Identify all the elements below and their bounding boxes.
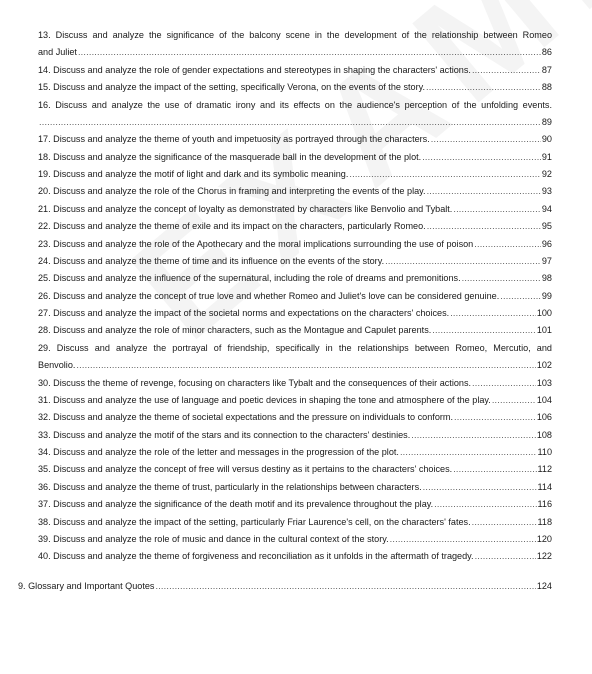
toc-entry-title: Benvolio. xyxy=(38,360,76,371)
toc-entry-title: 33. Discuss and analyze the motif of the stars and its connection to the characters' destinies. xyxy=(38,429,411,440)
toc-entry[interactable] xyxy=(38,30,552,58)
toc-page-number: 106 xyxy=(536,412,552,423)
toc-entry-title: 28. Discuss and analyze the role of minor characters, such as the Montague and Capulet parents. xyxy=(38,325,432,336)
toc-page-number: 92 xyxy=(541,169,552,179)
toc-page-number: 122 xyxy=(536,551,552,562)
toc-entry[interactable] xyxy=(38,343,552,371)
toc-entry-title: 30. Discuss the theme of revenge, focusing on characters like Tybalt and the consequences of their actions. xyxy=(38,377,472,388)
toc-page-number: 87 xyxy=(541,64,552,75)
toc-entry-title: 31. Discuss and analyze the use of language and poetic devices in shaping the tone and atmosphere of the play. xyxy=(38,394,491,405)
toc-page-number: 86 xyxy=(541,47,552,58)
toc-entry[interactable] xyxy=(38,291,552,302)
toc-entry[interactable] xyxy=(38,221,552,232)
toc-entry-title: 40. Discuss and analyze the theme of forgiveness and reconciliation as it unfolds in the aftermath of tragedy. xyxy=(38,551,474,562)
dot-leader xyxy=(500,291,541,302)
dot-leader xyxy=(39,117,541,128)
toc-entry-title: 39. Discuss and analyze the role of music and dance in the cultural context of the story. xyxy=(38,533,389,544)
toc-entry-title: 27. Discuss and analyze the impact of the societal norms and expectations on the characters' choices. xyxy=(38,308,450,318)
dot-leader xyxy=(426,82,541,93)
toc-entry[interactable] xyxy=(38,534,552,545)
toc-entry-title: 21. Discuss and analyze the concept of loyalty as demonstrated by characters like Benvolio and Tybalt. xyxy=(38,203,453,214)
dot-leader xyxy=(427,186,541,197)
toc-page-number: 90 xyxy=(541,134,552,145)
dot-leader xyxy=(474,239,541,250)
toc-page-number: 99 xyxy=(541,290,552,301)
toc-page-number: 95 xyxy=(541,221,552,232)
toc-entry[interactable] xyxy=(38,100,552,128)
dot-leader xyxy=(432,325,536,336)
toc-page-number: 101 xyxy=(536,325,552,336)
dot-leader xyxy=(390,534,536,545)
dot-leader xyxy=(472,65,541,76)
toc-entry[interactable] xyxy=(38,152,552,163)
toc-entry[interactable] xyxy=(38,186,552,197)
toc-page-number: 93 xyxy=(541,186,552,197)
toc-entry-title: 14. Discuss and analyze the role of gender expectations and stereotypes in shaping the characters' actions. xyxy=(38,64,471,75)
toc-page-number: 96 xyxy=(541,238,552,249)
toc-entry-title: 34. Discuss and analyze the role of the letter and messages in the progression of the plot. xyxy=(38,447,399,457)
toc-entry-title: 18. Discuss and analyze the significance of the masquerade ball in the development of the plot. xyxy=(38,151,422,162)
toc-page-number: 91 xyxy=(541,151,552,162)
dot-leader xyxy=(155,581,535,592)
dot-leader xyxy=(78,47,541,58)
toc-entry[interactable] xyxy=(38,169,552,180)
dot-leader xyxy=(411,430,536,441)
toc-chapter-title: 9. Glossary and Important Quotes xyxy=(18,581,155,591)
dot-leader xyxy=(431,134,541,145)
toc-entry-title: 19. Discuss and analyze the motif of light and dark and its symbolic meaning. xyxy=(38,169,349,179)
toc-entry-title: 22. Discuss and analyze the theme of exile and its impact on the characters, particularly Romeo. xyxy=(38,221,426,232)
toc-entry[interactable] xyxy=(38,308,552,319)
toc-page-number: 88 xyxy=(541,82,552,93)
toc-entry-title: 24. Discuss and analyze the theme of time and its influence on the events of the story. xyxy=(38,255,385,266)
toc-entry[interactable] xyxy=(38,65,552,76)
toc-entry-title: 32. Discuss and analyze the theme of societal expectations and the pressure on individuals to conform. xyxy=(38,412,454,423)
toc-page-number: 114 xyxy=(537,481,552,492)
toc-entry[interactable] xyxy=(38,204,552,215)
toc-entry-title-line1: 13. Discuss and analyze the significance of the balcony scene in the development of the relationship between Romeo xyxy=(38,30,552,40)
dot-leader xyxy=(400,447,537,458)
toc-entry[interactable] xyxy=(38,412,552,423)
toc-entry[interactable] xyxy=(38,239,552,250)
dot-leader xyxy=(462,273,541,284)
dot-leader xyxy=(349,169,541,180)
dot-leader xyxy=(385,256,541,267)
dot-leader xyxy=(492,395,536,406)
dot-leader xyxy=(453,204,541,215)
toc-page-number: 112 xyxy=(537,464,552,475)
dot-leader xyxy=(454,412,536,423)
toc-page-number: 103 xyxy=(536,377,552,388)
toc-entry-title-line1: 29. Discuss and analyze the portrayal of friendship, specifically in the relationships between Romeo, Mercutio, and xyxy=(38,342,552,353)
toc-entry-title: 36. Discuss and analyze the theme of trust, particularly in the relationships between characters. xyxy=(38,481,422,492)
table-of-contents xyxy=(38,30,552,569)
toc-entry-title: 20. Discuss and analyze the role of the Chorus in framing and interpreting the events of the play. xyxy=(38,186,426,197)
toc-entry-title: 35. Discuss and analyze the concept of free will versus destiny as it pertains to the characters' choices. xyxy=(38,464,453,475)
toc-entry[interactable] xyxy=(38,464,552,475)
toc-entry-title: 26. Discuss and analyze the concept of true love and whether Romeo and Juliet's love can be considered genuine. xyxy=(38,290,500,301)
toc-page-number: 104 xyxy=(536,394,552,405)
toc-entry[interactable] xyxy=(38,447,552,458)
dot-leader xyxy=(475,551,536,562)
dot-leader xyxy=(472,517,537,528)
dot-leader xyxy=(423,482,537,493)
toc-entry-title: 37. Discuss and analyze the significance of the death motif and its prevalence throughout the play. xyxy=(38,499,434,510)
toc-entry[interactable] xyxy=(38,82,552,93)
toc-page-number: 110 xyxy=(537,447,552,457)
toc-page-number: 97 xyxy=(541,255,552,266)
toc-entry[interactable] xyxy=(38,551,552,562)
toc-entry[interactable] xyxy=(38,325,552,336)
toc-entry[interactable] xyxy=(38,499,552,510)
toc-page-number: 108 xyxy=(536,429,552,440)
toc-page-number: 120 xyxy=(536,533,552,544)
toc-page-number: 89 xyxy=(541,116,552,127)
toc-entry-title: 25. Discuss and analyze the influence of the supernatural, including the role of dreams and premonitions. xyxy=(38,273,461,284)
toc-entry[interactable] xyxy=(38,482,552,493)
toc-entry-title: 15. Discuss and analyze the impact of the setting, specifically Verona, on the events of the story. xyxy=(38,82,426,93)
toc-page-number: 116 xyxy=(537,499,552,510)
dot-leader xyxy=(472,378,536,389)
toc-entry-title-line1: 16. Discuss and analyze the use of dramatic irony and its effects on the audience's perception of the unfolding events. xyxy=(38,99,552,110)
toc-entry[interactable] xyxy=(38,134,552,145)
toc-page-number: 100 xyxy=(536,308,552,318)
dot-leader xyxy=(434,499,536,510)
dot-leader xyxy=(453,464,536,475)
toc-entry[interactable] xyxy=(38,256,552,267)
toc-entry[interactable] xyxy=(38,395,552,406)
toc-entry[interactable] xyxy=(38,430,552,441)
toc-chapter-entry[interactable] xyxy=(18,581,552,592)
dot-leader xyxy=(450,308,536,319)
toc-entry[interactable] xyxy=(38,517,552,528)
dot-leader xyxy=(422,152,541,163)
toc-page-number: 124 xyxy=(536,581,552,591)
toc-entry-title: 23. Discuss and analyze the role of the Apothecary and the moral implications surrounding the use of poison xyxy=(38,238,474,249)
dot-leader xyxy=(427,221,541,232)
toc-entry-title: and Juliet xyxy=(38,47,77,58)
toc-entry[interactable] xyxy=(38,378,552,389)
toc-page-number: 118 xyxy=(537,516,552,527)
toc-entry-title: 17. Discuss and analyze the theme of youth and impetuosity as portrayed through the characters. xyxy=(38,134,430,145)
dot-leader xyxy=(76,360,535,371)
toc-entry[interactable] xyxy=(38,273,552,284)
toc-page-number: 102 xyxy=(536,360,552,371)
toc-entry-title: 38. Discuss and analyze the impact of the setting, particularly Friar Laurence's cell, on the characters' fates. xyxy=(38,516,471,527)
toc-page-number: 98 xyxy=(541,273,552,284)
toc-page-number: 94 xyxy=(541,203,552,214)
